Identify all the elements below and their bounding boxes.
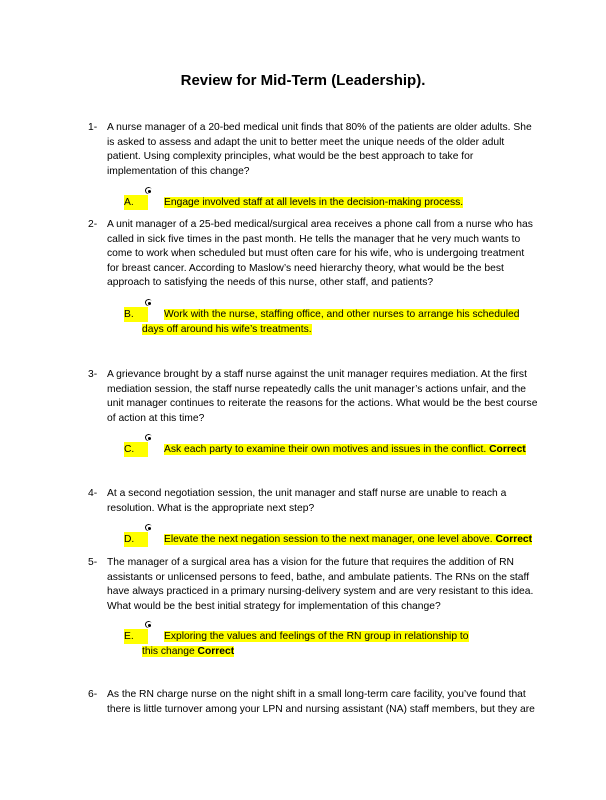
question-5 [88, 556, 538, 614]
answer-letter: E. [124, 629, 148, 644]
answer-2 [124, 307, 538, 337]
question-text: A nurse manager of a 20-bed medical unit finds that 80% of the patients are older adults. She is asked to assess and adapt the unit to better meet the unique needs of the older adult patient. Using complexity principles, what would be the best approach to take for implementation of this change? [107, 122, 532, 177]
radio-cursor-icon [145, 620, 154, 629]
answer-letter: C. [124, 442, 148, 457]
question-text: At a second negotiation session, the unit manager and staff nurse are unable to reach a resolution. What is the appropriate next step? [107, 488, 507, 514]
answer-3 [124, 442, 538, 457]
correct-label: Correct [495, 534, 533, 545]
question-number: 5- [88, 557, 98, 568]
question-2 [88, 218, 538, 291]
answer-1 [124, 195, 538, 210]
question-3 [88, 368, 538, 426]
question-number: 2- [88, 219, 98, 230]
answer-letter: D. [124, 532, 148, 547]
answer-text: Work with the nurse, staffing office, and other nurses to arrange his scheduled days off around his wife’s treatments. [142, 309, 520, 335]
correct-label: Correct [197, 646, 235, 657]
radio-cursor-icon [145, 186, 154, 195]
answer-letter: B. [124, 307, 148, 322]
question-text: A unit manager of a 25-bed medical/surgical area receives a phone call from a nurse who has called in sick five times in the past month. He tells the manager that he very much wants to come to work when scheduled but must often care for his wife, who is undergoing treatment for breast cancer. According to Maslow’s need hierarchy theory, what would be the best approach to satisfying the needs of this nurse, other staff, and patients? [107, 219, 533, 288]
question-text: A grievance brought by a staff nurse against the unit manager requires mediation. At the first mediation session, the staff nurse repeatedly calls the unit manager’s actions unfair, and the unit manager continues to reiterate the reasons for the actions. What would be the best course of action at this time? [107, 369, 538, 424]
question-text: The manager of a surgical area has a vision for the future that requires the addition of RN assistants or unlicensed persons to feed, bathe, and ambulate patients. The RNs on the staff have always practiced in a primary nursing-delivery system and are very resistant to this idea. What would be the best initial strategy for implementation of this change? [107, 557, 534, 612]
answer-letter: A. [124, 195, 148, 210]
question-number: 3- [88, 369, 98, 380]
question-number: 4- [88, 488, 98, 499]
radio-cursor-icon [145, 523, 154, 532]
question-number: 1- [88, 122, 98, 133]
question-4 [88, 487, 538, 516]
answer-text: Ask each party to examine their own motives and issues in the conflict. [164, 444, 487, 455]
radio-cursor-icon [145, 433, 154, 442]
question-number: 6- [88, 689, 98, 700]
question-text: As the RN charge nurse on the night shift in a small long-term care facility, you’ve found that there is little turnover among your LPN and nursing assistant (NA) staff members, but they are [107, 689, 535, 715]
answer-text: Elevate the next negation session to the next manager, one level above. [164, 534, 493, 545]
answer-4 [124, 532, 538, 547]
radio-cursor-icon [145, 298, 154, 307]
page-title: Review for Mid-Term (Leadership). [180, 72, 426, 89]
correct-label: Correct [489, 444, 526, 455]
question-1 [88, 121, 538, 179]
question-6 [88, 688, 538, 717]
answer-text: Exploring the values and feelings of the RN group in relationship to this change [142, 631, 469, 657]
answer-5 [124, 629, 484, 659]
answer-text: Engage involved staff at all levels in the decision-making process. [164, 197, 464, 208]
